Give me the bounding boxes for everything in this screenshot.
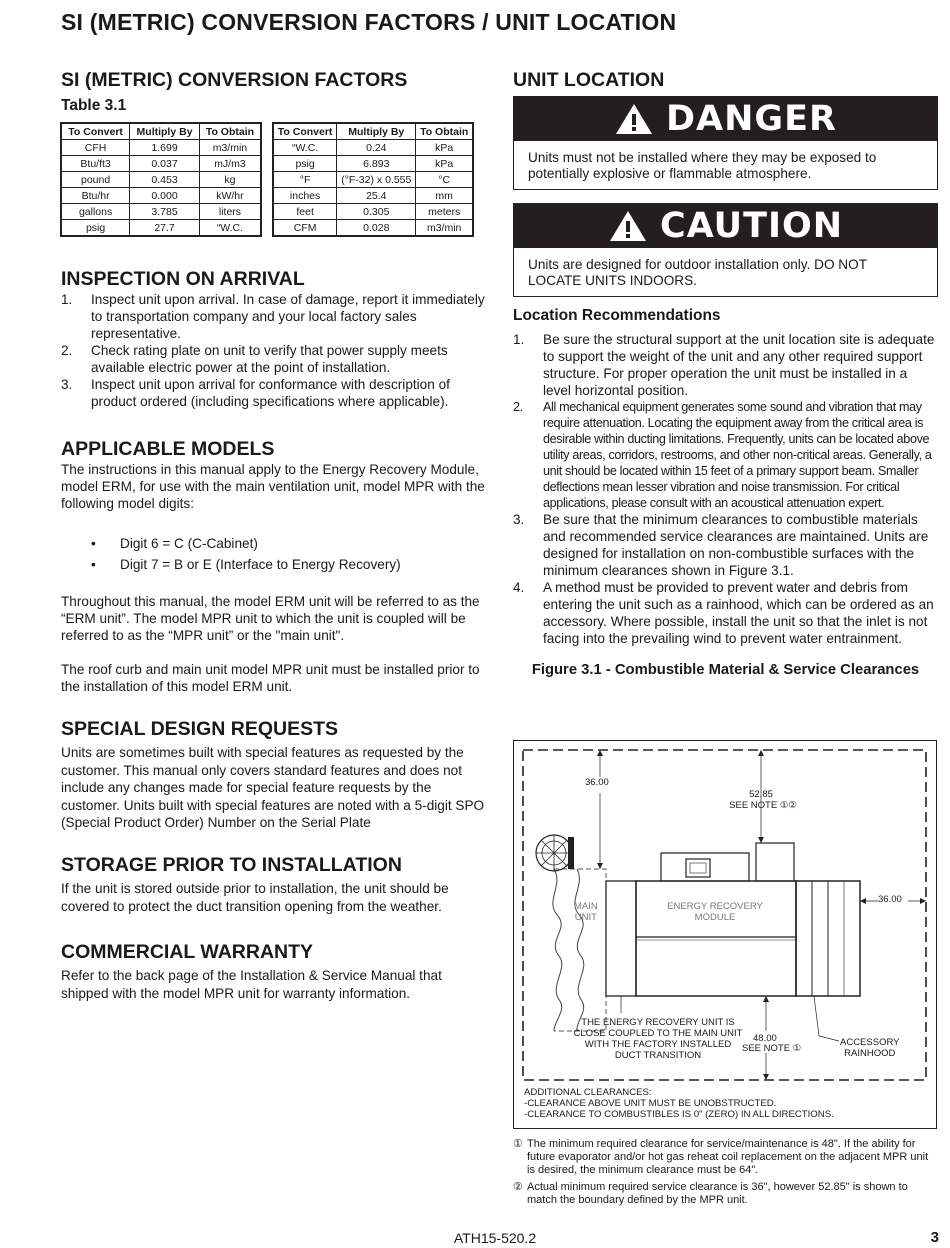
list-item-text: Inspect unit upon arrival. In case of damage, report it immediately to transportation company and your local factory sales representative. — [91, 292, 485, 341]
table-header-row — [62, 124, 261, 140]
table-row — [274, 156, 473, 172]
list-item-text: Be sure that the minimum clearances to combustible materials and recommended service clearances are maintained. Units are designed for installation on non-combustible surfaces with the minimum clearances shown in Figure 3.1. — [543, 512, 929, 578]
table-cell: 0.028 — [337, 220, 416, 236]
list-item-number: 2. — [513, 400, 523, 414]
danger-box — [513, 96, 938, 190]
location-recommendations-heading: Location Recommendations — [513, 307, 721, 324]
table-cell: feet — [274, 204, 337, 220]
dim-right: 36.00 — [878, 894, 902, 905]
table-header-cell: Multiply By — [337, 124, 416, 140]
table-cell: m3/min — [416, 220, 473, 236]
list-item — [513, 511, 938, 579]
table-cell: kPa — [416, 156, 473, 172]
caution-header — [514, 204, 937, 248]
danger-text: Units must not be installed where they may be exposed to potentially explosive or flammable atmosphere. — [528, 150, 877, 181]
table-cell: CFH — [62, 140, 130, 156]
warning-triangle-icon — [608, 209, 648, 243]
label-main-unit: MAIN UNIT — [574, 901, 598, 923]
table-cell: °C — [416, 172, 473, 188]
list-item-text: Be sure the structural support at the unit location site is adequate to support the weight of the unit and any other required support structure. For proper operation the unit must be installed in a level horizontal position. — [543, 332, 935, 398]
unit-location-heading: UNIT LOCATION — [513, 69, 665, 91]
table-row — [62, 172, 261, 188]
caution-box — [513, 203, 938, 297]
table-row — [62, 220, 261, 236]
table-cell: “W.C. — [199, 220, 260, 236]
clearance-figure — [513, 740, 937, 1129]
footnote — [513, 1181, 938, 1207]
dim-bottom: 48.00 — [753, 1033, 777, 1044]
footnote — [513, 1138, 938, 1177]
danger-word: DANGER — [665, 99, 838, 139]
list-item — [61, 376, 486, 410]
table-cell: liters — [199, 204, 260, 220]
table-row — [62, 204, 261, 220]
models-para-2: Throughout this manual, the model ERM unit will be referred to as the “ERM unit”. The model MPR unit to which the unit is coupled will be referred to as the “MPR unit” or the "main unit". — [61, 594, 480, 643]
inspection-heading: INSPECTION ON ARRIVAL — [61, 268, 305, 290]
table-cell: meters — [416, 204, 473, 220]
dim-top-mid: 52.85 — [749, 789, 773, 800]
table-cell: mJ/m3 — [199, 156, 260, 172]
list-item — [513, 399, 938, 511]
note-top-mid: SEE NOTE ①② — [729, 800, 797, 811]
list-item-number: 2. — [61, 343, 73, 358]
table-cell: kg — [199, 172, 260, 188]
table-cell: inches — [274, 188, 337, 204]
figure-additional-clearances: ADDITIONAL CLEARANCES: -CLEARANCE ABOVE UNIT MUST BE UNOBSTRUCTED. -CLEARANCE TO COMBUSTIBLES IS 0" (ZERO) IN ALL DIRECTIONS. — [524, 1087, 834, 1120]
models-intro: The instructions in this manual apply to the Energy Recovery Module, model ERM, for use with the main ventilation unit, model MPR with the following model digits: — [61, 462, 485, 511]
table-row — [274, 220, 473, 236]
storage-heading: STORAGE PRIOR TO INSTALLATION — [61, 853, 402, 876]
table-header-cell: To Convert — [62, 124, 130, 140]
note-bottom: SEE NOTE ① — [742, 1043, 802, 1054]
conversion-table-a — [61, 123, 261, 236]
list-item — [61, 291, 486, 342]
danger-header — [514, 97, 937, 141]
table-row — [274, 140, 473, 156]
table-cell: 1.699 — [130, 140, 200, 156]
caution-text: Units are designed for outdoor installation only. DO NOT LOCATE UNITS INDOORS. — [528, 257, 867, 288]
table-cell: mm — [416, 188, 473, 204]
footnote-mark: ② — [513, 1181, 523, 1193]
table-cell: Btu/hr — [62, 188, 130, 204]
caution-word: CAUTION — [659, 206, 844, 246]
conversion-heading: SI (METRIC) CONVERSION FACTORS — [61, 69, 408, 91]
table-cell: 6.893 — [337, 156, 416, 172]
document-number: ATH15-520.2 — [453, 1230, 537, 1246]
conversion-table-b — [273, 123, 473, 236]
figure-title: Figure 3.1 - Combustible Material & Service Clearances — [531, 662, 920, 678]
right-column — [513, 68, 938, 678]
location-recommendations-list — [513, 331, 938, 647]
table-cell: Btu/ft3 — [62, 156, 130, 172]
table-row — [274, 204, 473, 220]
warning-triangle-icon — [614, 102, 654, 136]
table-header-cell: To Obtain — [416, 124, 473, 140]
table-cell: CFM — [274, 220, 337, 236]
table-cell: 0.305 — [337, 204, 416, 220]
list-item: • Digit 7 = B or E (Interface to Energy Recovery) — [91, 556, 486, 573]
table-cell: 0.453 — [130, 172, 200, 188]
special-text: Units are sometimes built with special features as requested by the customer. This manual only covers standard features and does not include any changes made for special feature requests by the customer. Units built with special features are noted with a 5-digit SPO (Special Product Order) Number on the Serial Plate — [61, 745, 485, 831]
table-header-cell: To Convert — [274, 124, 337, 140]
warranty-text: Refer to the back page of the Installation & Service Manual that shipped with the model MPR unit for warranty information. — [61, 968, 442, 1001]
table-header-row — [274, 124, 473, 140]
table-cell: °F — [274, 172, 337, 188]
models-heading: APPLICABLE MODELS — [61, 438, 275, 460]
page-number: 3 — [930, 1229, 939, 1246]
table-row — [62, 140, 261, 156]
list-item-number: 3. — [61, 377, 73, 392]
storage-text: If the unit is stored outside prior to installation, the unit should be covered to protect the duct transition opening from the weather. — [61, 880, 449, 914]
list-item-text: All mechanical equipment generates some sound and vibration that may require attenuation. Locating the equipment away from the critical area is desirable within ducting limitations. Frequently, units can be located above utility areas, corridors, restrooms, and other non-critical areas. Generally, a unit should be located within 15 feet of a primary support beam. Smaller deflections mean lesser vibration and noise transmission. For critical applications, please consult with an acoustical attenuation expert. — [543, 400, 932, 510]
left-column — [61, 68, 486, 1002]
table-cell: gallons — [62, 204, 130, 220]
footnote-text: The minimum required clearance for service/maintenance is 48". If the ability for future evaporator and/or hot gas reheat coil replacement on the adjacent MPR unit is desired, the minimum clearance must be 64". — [527, 1138, 929, 1176]
table-cell: 0.000 — [130, 188, 200, 204]
list-item-number: 1. — [61, 292, 73, 307]
list-item-text: A method must be provided to prevent water and debris from entering the unit such as a rainhood, which can be ordered as an accessory. Where possible, install the unit so that the inlet is not facing into the prevailing wind to prevent water entrainment. — [543, 580, 934, 646]
models-bullet-list — [91, 535, 486, 573]
table-cell: 0.037 — [130, 156, 200, 172]
table-cell: 25.4 — [337, 188, 416, 204]
conversion-tables — [61, 123, 486, 237]
list-item — [61, 342, 486, 376]
table-row — [62, 188, 261, 204]
table-row — [274, 188, 473, 204]
table-cell: 3.785 — [130, 204, 200, 220]
table-cell: psig — [62, 220, 130, 236]
figure-footnotes — [513, 1138, 938, 1211]
models-para-3: The roof curb and main unit model MPR unit must be installed prior to the installation of this model ERM unit. — [61, 662, 480, 694]
page-title: SI (METRIC) CONVERSION FACTORS / UNIT LOCATION — [61, 9, 677, 35]
footnote-mark: ① — [513, 1138, 523, 1150]
table-cell: psig — [274, 156, 337, 172]
inspection-list — [61, 291, 486, 410]
table-caption: Table 3.1 — [61, 97, 127, 114]
warranty-heading: COMMERCIAL WARRANTY — [61, 941, 314, 964]
list-item-text: Check rating plate on unit to verify that power supply meets available electric power at the point of installation. — [91, 343, 448, 375]
list-item — [513, 331, 938, 399]
dim-top-left: 36.00 — [585, 777, 609, 788]
table-cell: 0.24 — [337, 140, 416, 156]
footnote-text: Actual minimum required service clearance is 36", however 52.85" is shown to match the boundary defined by the MPR unit. — [527, 1181, 908, 1206]
table-row — [274, 172, 473, 188]
table-cell: kPa — [416, 140, 473, 156]
list-item-text: Inspect unit upon arrival for conformance with description of product ordered (including specifications where applicable). — [91, 377, 450, 409]
label-erm: ENERGY RECOVERY MODULE — [667, 901, 763, 923]
table-header-cell: Multiply By — [130, 124, 200, 140]
list-item-number: 1. — [513, 332, 525, 347]
list-item — [513, 579, 938, 647]
table-cell: (°F-32) x 0.555 — [337, 172, 416, 188]
label-rainhood: ACCESSORY RAINHOOD — [840, 1037, 900, 1059]
special-heading: SPECIAL DESIGN REQUESTS — [61, 718, 339, 740]
table-cell: pound — [62, 172, 130, 188]
table-header-cell: To Obtain — [199, 124, 260, 140]
list-item: • Digit 6 = C (C-Cabinet) — [91, 535, 486, 552]
label-coupled: THE ENERGY RECOVERY UNIT IS CLOSE COUPLED TO THE MAIN UNIT WITH THE FACTORY INSTALLED DUCT TRANSITION — [573, 1017, 743, 1061]
list-item-number: 3. — [513, 512, 525, 527]
table-cell: kW/hr — [199, 188, 260, 204]
list-item-number: 4. — [513, 580, 525, 595]
table-cell: “W.C. — [274, 140, 337, 156]
table-cell: m3/min — [199, 140, 260, 156]
table-row — [62, 156, 261, 172]
table-cell: 27.7 — [130, 220, 200, 236]
